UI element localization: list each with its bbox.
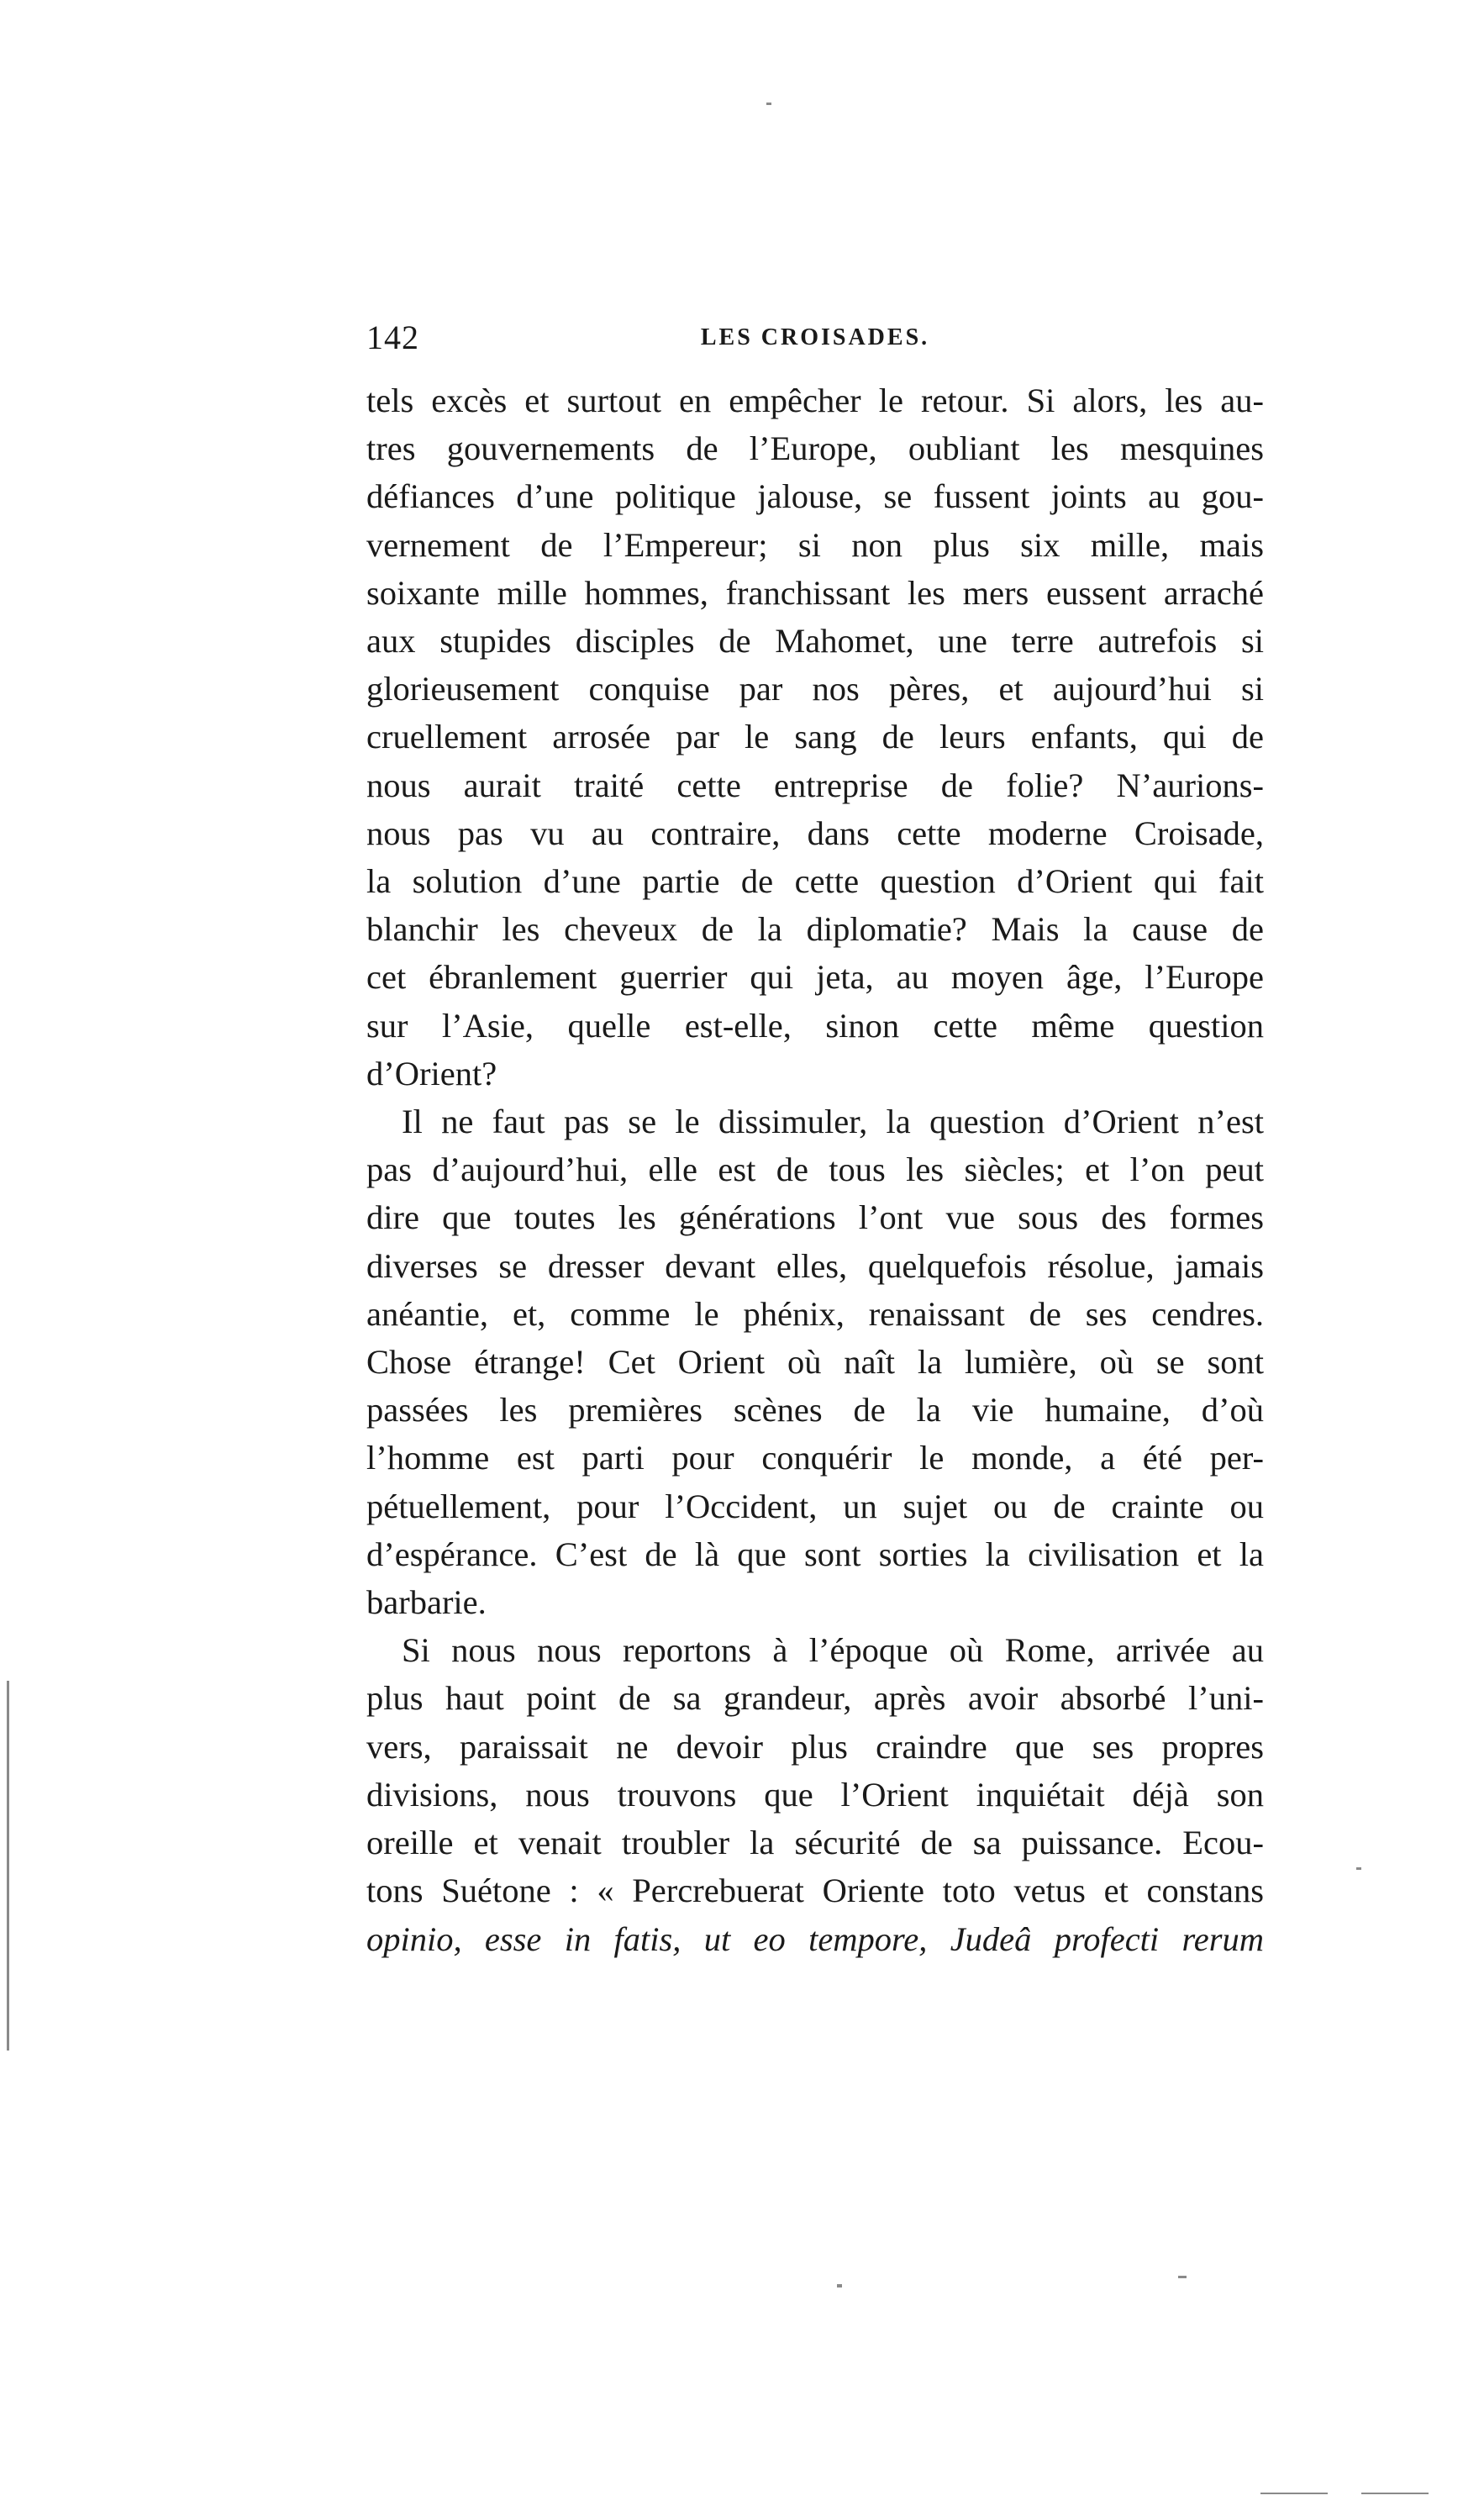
text-line: divisions, nous trouvons que l’Orient inquiétait déjà son: [366, 1775, 1264, 1814]
text-line: d’Orient?: [366, 1054, 497, 1092]
text-line: plus haut point de sa grandeur, après avoir absorbé l’uni-: [366, 1679, 1264, 1718]
scan-speck: [1260, 2493, 1328, 2494]
text-line-quote-start: tons Suétone : « Percrebuerat Oriente toto vetus et constans: [366, 1872, 1264, 1910]
text-line: la solution d’une partie de cette question d’Orient qui fait: [366, 862, 1264, 901]
text-line: vernement de l’Empereur; si non plus six mille, mais: [366, 525, 1264, 564]
text-line: barbarie.: [366, 1583, 487, 1622]
paragraph-3: [366, 1626, 1264, 1962]
running-title: LES CROISADES.: [700, 324, 930, 350]
paragraph-1: [366, 376, 1264, 1098]
text-line: tres gouvernements de l’Europe, oubliant les mesquines: [366, 429, 1264, 468]
scan-speck: [837, 2284, 842, 2288]
text-line: glorieusement conquise par nos pères, et aujourd’hui si: [366, 670, 1264, 708]
page-number: 142: [366, 319, 419, 356]
text-line-quote: opinio, esse in fatis, ut eo tempore, Judeâ profecti rerum: [366, 1919, 1264, 1958]
text-line: pas d’aujourd’hui, elle est de tous les siècles; et l’on peut: [366, 1150, 1264, 1189]
page-header: [366, 318, 1264, 365]
paragraph-2: [366, 1098, 1264, 1626]
text-line: sur l’Asie, quelle est-elle, sinon cette même question: [366, 1006, 1264, 1045]
text-line: d’espérance. C’est de là que sont sorties la civilisation et la: [366, 1535, 1264, 1573]
text-line: Chose étrange! Cet Orient où naît la lumière, où se sont: [366, 1343, 1264, 1382]
text-line: vers, paraissait ne devoir plus craindre que ses propres: [366, 1727, 1264, 1766]
text-line: cruellement arrosée par le sang de leurs enfants, qui de: [366, 718, 1264, 756]
scan-speck: [1178, 2276, 1187, 2278]
text-line: blanchir les cheveux de la diplomatie? Mais la cause de: [366, 910, 1264, 949]
scan-speck: [1361, 2493, 1429, 2494]
text-line: Il ne faut pas se le dissimuler, la question d’Orient n’est: [402, 1103, 1264, 1141]
text-line: aux stupides disciples de Mahomet, une terre autrefois si: [366, 622, 1264, 661]
text-line: nous aurait traité cette entreprise de folie? N’aurions-: [366, 766, 1264, 804]
text-line: diverses se dresser devant elles, quelquefois résolue, jamais: [366, 1246, 1264, 1285]
text-line: nous pas vu au contraire, dans cette moderne Croisade,: [366, 813, 1264, 852]
body-text: [366, 376, 1264, 1963]
scan-speck: [1356, 1867, 1361, 1870]
text-line: cet ébranlement guerrier qui jeta, au moyen âge, l’Europe: [366, 958, 1264, 997]
text-line: pétuellement, pour l’Occident, un sujet ou de crainte ou: [366, 1487, 1264, 1525]
text-line: passées les premières scènes de la vie humaine, d’où: [366, 1391, 1264, 1429]
scan-speck: [766, 103, 771, 105]
text-line: tels excès et surtout en empêcher le retour. Si alors, les au-: [366, 382, 1264, 419]
text-line: oreille et venait troubler la sécurité de sa puissance. Ecou-: [366, 1824, 1264, 1862]
text-line: défiances d’une politique jalouse, se fussent joints au gou-: [366, 477, 1264, 516]
scan-margin-line: [7, 1681, 9, 2051]
text-line: dire que toutes les générations l’ont vue sous des formes: [366, 1198, 1264, 1237]
text-line: anéantie, et, comme le phénix, renaissant de ses cendres.: [366, 1294, 1264, 1333]
text-line: l’homme est parti pour conquérir le monde, a été per-: [366, 1439, 1264, 1477]
text-line: soixante mille hommes, franchissant les mers eussent arraché: [366, 573, 1264, 612]
text-line: Si nous nous reportons à l’époque où Rome, arrivée au: [402, 1631, 1264, 1670]
